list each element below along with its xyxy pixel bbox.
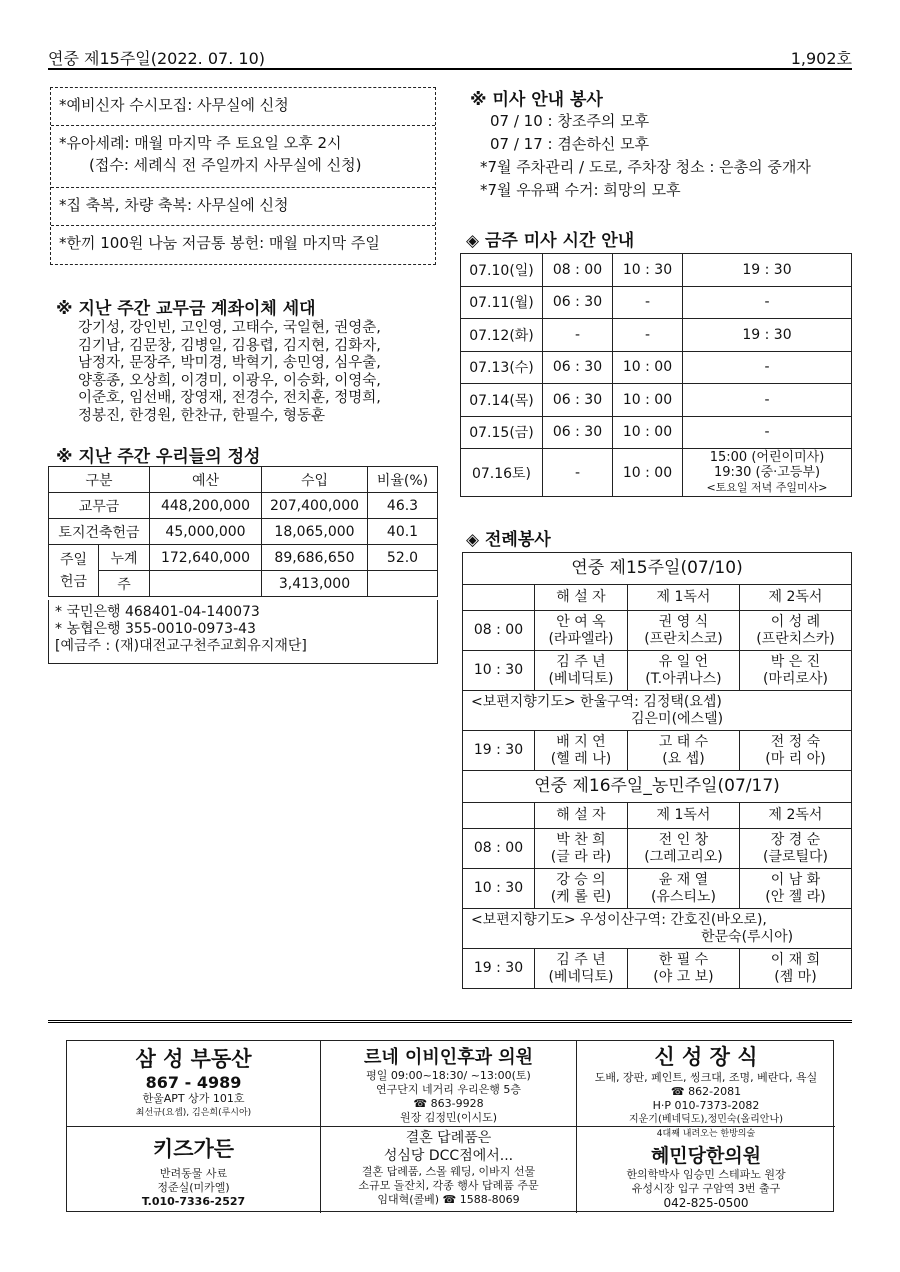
issue-number: 1,902호 <box>790 49 852 68</box>
table-row: 07.16토) - 10 : 00 15:00 (어린이미사) 19:30 (중·고등부) <토요일 저녁 주일미사> <box>461 449 852 497</box>
ad-kids-garden: 키즈가든 반려동물 사료 정준실(미카엘) T.010-7336-2527 <box>67 1127 321 1213</box>
table-header-row: 구분 예산 수입 비율(%) <box>49 467 438 493</box>
ad-realestate: 삼 성 부동산 867 - 4989 한울APT 상가 101호 최선규(요셉), 김은희(루시아) <box>67 1041 321 1127</box>
table-header-row: 해 설 자 제 1독서 제 2독서 <box>463 585 852 611</box>
notice-item: *한끼 100원 나눔 저금통 봉헌: 매월 마지막 주일 <box>59 234 380 252</box>
notice-item: *예비신자 수시모집: 사무실에 신청 <box>51 88 435 126</box>
table-row: 10 : 30 강 승 의 (케 롤 린) 윤 재 열 (유스티노) 이 남 화 (안 젤 라) <box>463 869 852 909</box>
ad-ent-clinic: 르네 이비인후과 의원 평일 09:00~18:30/ ~13:00(토) 연구단지 네거리 우리은행 5층 ☎ 863-9928 원장 김정민(이시도) <box>321 1041 577 1127</box>
transfer-names: 강기성, 강인빈, 고인영, 고태수, 국일현, 권영춘, 김기남, 김문창, 김병일, 김용렵, 김지현, 김화자, 남정자, 문장주, 박미경, 박혁기, 송민영, 심우출, 양홍종, 오상희, 이경미, 이광우, 이승화, 이영숙, 이준호, 임선배, 장영재, 전경수, 전치훈, 정명희, 정봉진, 한경원, 한찬규, 한필수, 형동훈 <box>78 320 381 424</box>
bulletin-title: 연중 제15주일(2022. 07. 10) <box>48 49 265 68</box>
table-row: 07.12(화) - - 19 : 30 <box>461 319 852 352</box>
schedule-title: ◈ 금주 미사 시간 안내 <box>466 231 635 251</box>
table-header-row: 해 설 자 제 1독서 제 2독서 <box>463 803 852 829</box>
ad-interior: 신 성 장 식 도배, 장판, 페인트, 씽크대, 조명, 베란다, 욕실 ☎ 862-2081 H·P 010-7373-2082 지운기(베네딕도),정민숙(올리안나) <box>577 1041 835 1127</box>
mass-schedule-table <box>460 253 852 497</box>
table-row: 08 : 00 박 찬 희 (글 라 라) 전 인 창 (그레고리오) 장 경 순 (클로틸다) <box>463 829 852 869</box>
table-row: 토지건축헌금 45,000,000 18,065,000 40.1 <box>49 519 438 545</box>
notice-box <box>50 87 436 265</box>
bank-accounts: * 국민은행 468401-04-140073 * 농협은행 355-0010-0973-43 [예금주 : (재)대전교구천주교회유지재단] <box>48 600 438 664</box>
liturgy-table <box>462 552 852 989</box>
liturgy-title: ◈ 전례봉사 <box>466 530 551 550</box>
table-row: 교무금 448,200,000 207,400,000 46.3 <box>49 493 438 519</box>
table-row: 07.15(금) 06 : 30 10 : 00 - <box>461 416 852 449</box>
table-row: 07.10(일) 08 : 00 10 : 30 19 : 30 <box>461 254 852 287</box>
prayer-note-row: <보편지향기도> 우성이산구역: 간호진(바오로), 한문숙(루시아) <box>463 909 852 949</box>
mass-service-list: 07 / 10 : 창조주의 모후 07 / 17 : 겸손하신 모후 *7월 주차관리 / 도로, 주차장 청소 : 은총의 중개자 *7월 우유팩 수거: 희망의 모후 <box>480 112 811 199</box>
table-row: 19 : 30 김 주 년 (베네딕토) 한 필 수 (야 고 보) 이 재 희 (젬 마) <box>463 949 852 989</box>
week-title-row: 연중 제16주일_농민주일(07/17) <box>463 771 852 803</box>
week-title-row: 연중 제15주일(07/10) <box>463 553 852 585</box>
ad-bakery: 결혼 답례품은 성심당 DCC점에서... 결혼 답례품, 스몰 웨딩, 이바지 선물 소규모 돌잔치, 각종 행사 답례품 주문 임대혁(콜베) ☎ 1588-8069 <box>321 1127 577 1213</box>
offering-table <box>48 466 438 597</box>
ad-oriental-clinic: 4대째 내려오는 한방의술 혜민당한의원 한의학박사 임승민 스테파노 원장 유성시장 입구 구암역 3번 출구 042-825-0500 <box>626 1129 786 1210</box>
table-row: 주일 헌금 누계 172,640,000 89,686,650 52.0 <box>49 545 438 571</box>
table-row: 07.13(수) 06 : 30 10 : 00 - <box>461 351 852 384</box>
prayer-note-row: <보편지향기도> 한울구역: 김정택(요셉) 김은미(에스델) <box>463 691 852 731</box>
notice-item: *유아세례: 매월 마지막 주 토요일 오후 2시 (접수: 세례식 전 주일까지 사무실에 신청) <box>51 126 435 188</box>
offering-title: ※ 지난 주간 우리들의 정성 <box>56 447 261 467</box>
table-row: 08 : 00 안 여 옥 (라파엘라) 권 영 식 (프란치스코) 이 성 례 (프란치스카) <box>463 611 852 651</box>
table-row: 07.14(목) 06 : 30 10 : 00 - <box>461 384 852 417</box>
table-row: 07.11(월) 06 : 30 - - <box>461 286 852 319</box>
ads-divider <box>48 1020 852 1023</box>
table-row: 주 3,413,000 <box>49 571 438 597</box>
table-row: 10 : 30 김 주 년 (베네딕토) 유 일 언 (T.아퀴나스) 박 은 진 (마리로사) <box>463 651 852 691</box>
table-row: 19 : 30 배 지 연 (헬 레 나) 고 태 수 (요 셉) 전 정 숙 (마 리 아) <box>463 731 852 771</box>
notice-item: *집 축복, 차량 축복: 사무실에 신청 <box>51 188 435 226</box>
page-header <box>48 46 852 70</box>
transfer-title: ※ 지난 주간 교무금 계좌이체 세대 <box>56 299 316 319</box>
mass-service-title: ※ 미사 안내 봉사 <box>470 90 603 110</box>
ads-section <box>66 1040 834 1212</box>
